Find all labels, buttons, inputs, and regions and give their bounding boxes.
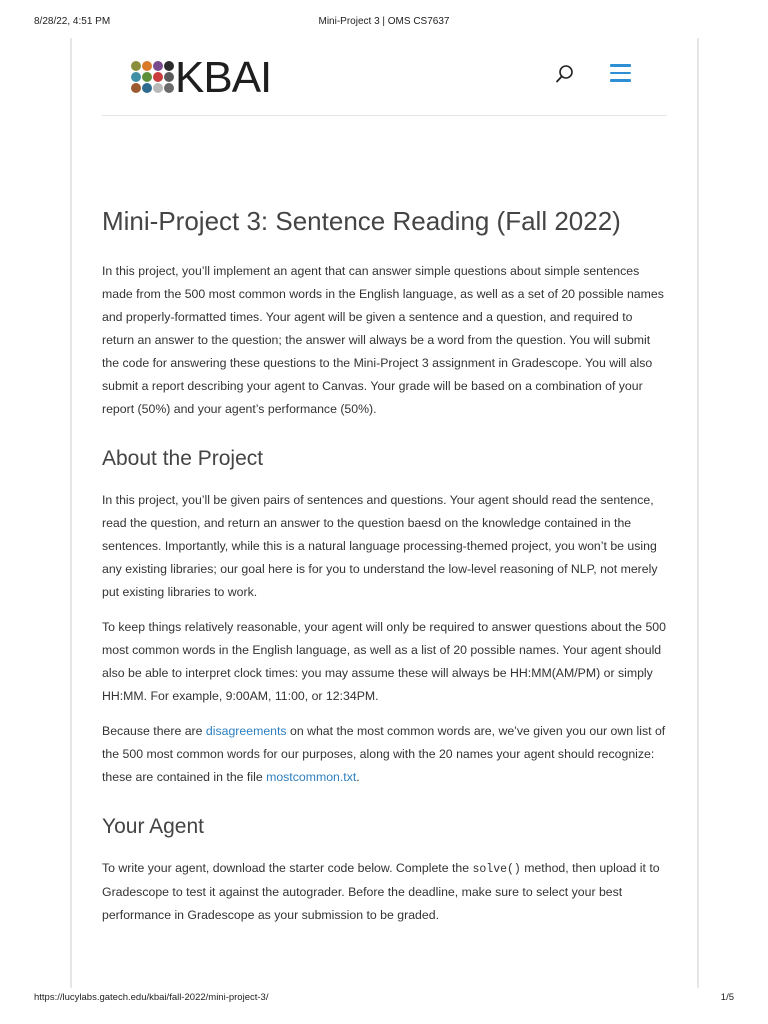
about-p3-text-2: on what the most common words are, we’ve given you our own list of the 500 most common words for our purposes, along with the 20 names your agent should recognize: these are contained in the file bbox=[102, 724, 666, 784]
disagreements-link[interactable]: disagreements bbox=[205, 724, 287, 738]
about-heading: About the Project bbox=[102, 447, 264, 470]
logo-dot bbox=[142, 83, 152, 93]
page-edge-left bbox=[70, 38, 72, 988]
solve-method-code: solve() bbox=[472, 863, 521, 876]
logo-dot bbox=[142, 61, 152, 71]
agent-paragraph-1 bbox=[102, 857, 667, 927]
about-paragraph-2: To keep things relatively reasonable, your agent will only be required to answer questions about the 500 most common words in the English language, as well as a list of 20 possible names. Your agent should also be able to interpret clock times: you may assume these will always be HH:MM(AM/PM) or simply HH:MM. For example, 9:00AM, 11:00, or 12:34PM. bbox=[102, 620, 666, 703]
logo-dot bbox=[153, 72, 163, 82]
page-title: Mini-Project 3: Sentence Reading (Fall 2022) bbox=[102, 206, 621, 236]
logo-dot bbox=[131, 61, 141, 71]
print-page-number: 1/5 bbox=[720, 992, 734, 1003]
about-paragraph-3 bbox=[102, 720, 667, 789]
article-content bbox=[102, 204, 667, 939]
page-edge-right bbox=[697, 38, 699, 988]
agent-p1-text-2: method, then upload it to Gradescope to test it against the autograder. Before the deadline, make sure to select your best performance in Gradescope as your submission to be graded. bbox=[102, 861, 660, 922]
print-url: https://lucylabs.gatech.edu/kbai/fall-2022/mini-project-3/ bbox=[34, 992, 269, 1003]
logo-dot bbox=[164, 83, 174, 93]
logo-text: KBAI bbox=[175, 53, 272, 102]
print-header bbox=[34, 16, 734, 30]
print-footer bbox=[34, 992, 734, 1006]
your-agent-heading: Your Agent bbox=[102, 815, 204, 838]
search-button[interactable] bbox=[554, 63, 576, 85]
mostcommon-file-link[interactable]: mostcommon.txt bbox=[266, 770, 357, 784]
logo-dot bbox=[164, 61, 174, 71]
hamburger-line bbox=[610, 72, 631, 75]
logo-dot bbox=[164, 72, 174, 82]
logo-dot bbox=[153, 61, 163, 71]
site-header bbox=[102, 38, 667, 116]
about-p3-text-3: . bbox=[356, 770, 360, 784]
menu-button[interactable] bbox=[610, 64, 632, 82]
logo-dot bbox=[131, 72, 141, 82]
about-p3-text-1: Because there are bbox=[102, 724, 206, 738]
logo-dot bbox=[131, 83, 141, 93]
logo-dots-icon bbox=[133, 57, 175, 99]
logo-dot bbox=[142, 72, 152, 82]
intro-paragraph: In this project, you’ll implement an agent that can answer simple questions about simple sentences made from the 500 most common words in the English language, as well as a set of 20 possible names and properly-formatted times. Your agent will be given a sentence and a question, and required to return an answer to the question; the answer will always be a word from the question. You will submit the code for answering these questions to the Mini-Project 3 assignment in Gradescope. You will also submit a report describing your agent to Canvas. Your grade will be based on a combination of your report (50%) and your agent’s performance (50%). bbox=[102, 264, 664, 416]
site-logo[interactable] bbox=[133, 53, 272, 102]
about-paragraph-1: In this project, you’ll be given pairs of sentences and questions. Your agent should read the sentence, read the question, and return an answer to the question baesd on the knowledge contained in the sentences. Importantly, while this is a natural language processing-themed project, you won’t be using any existing libraries; our goal here is for you to understand the low-level reasoning of NLP, not merely put existing libraries to work. bbox=[102, 493, 658, 599]
logo-dot bbox=[153, 83, 163, 93]
hamburger-menu-icon bbox=[610, 64, 631, 67]
hamburger-line bbox=[610, 79, 631, 82]
print-datetime: 8/28/22, 4:51 PM bbox=[34, 16, 111, 27]
search-icon bbox=[554, 63, 576, 85]
print-page-title: Mini-Project 3 | OMS CS7637 bbox=[318, 16, 450, 27]
agent-p1-text-1: To write your agent, download the starter code below. Complete the bbox=[102, 861, 473, 875]
